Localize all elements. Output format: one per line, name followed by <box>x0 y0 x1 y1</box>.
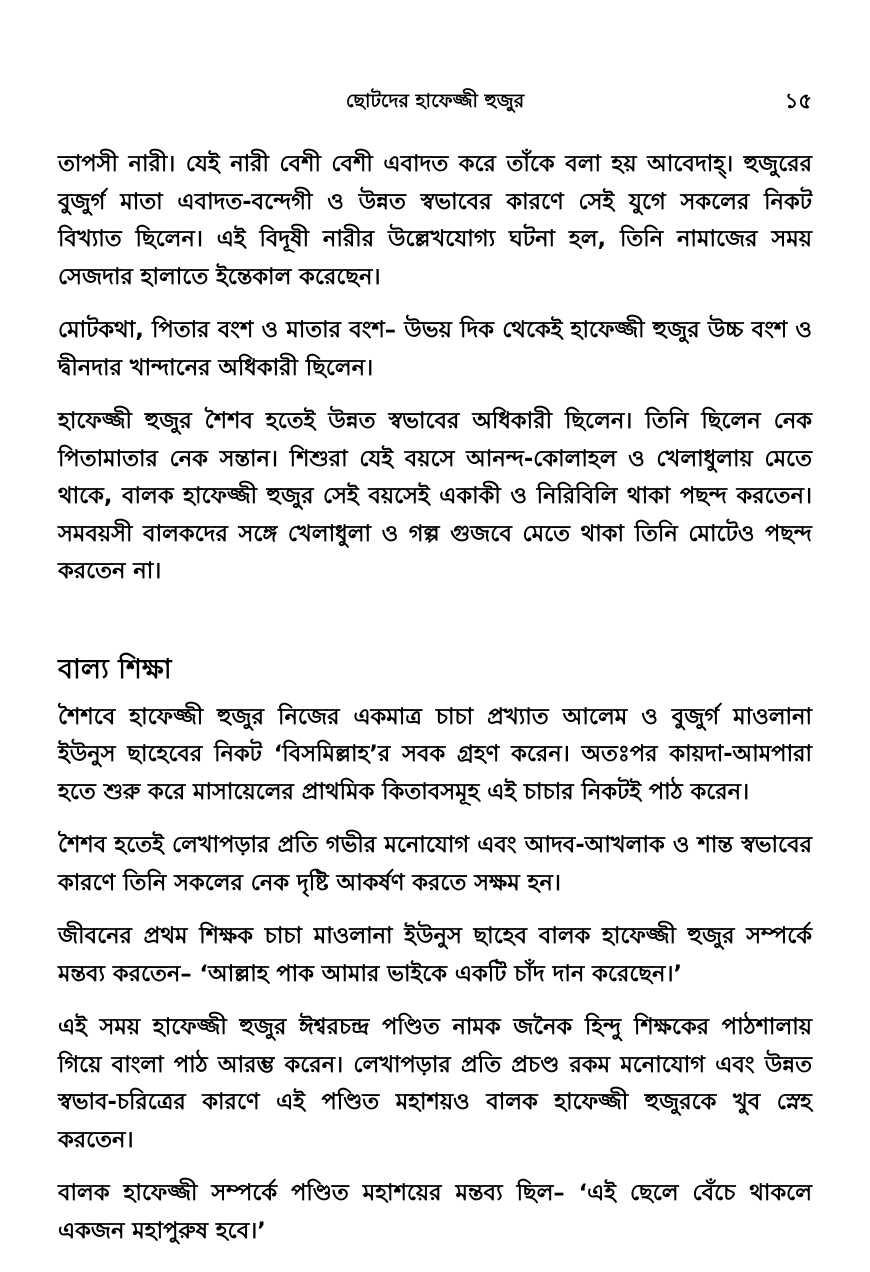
header-title: ছোটদের হাফেজ্জী হুজুর <box>345 90 525 112</box>
paragraph: মোটকথা, পিতার বংশ ও মাতার বংশ– উভয় দিক থেকেই হাফেজ্জী হুজুর উচ্চ বংশ ও দ্বীনদার খান্দানের অধিকারী ছিলেন। <box>58 317 812 381</box>
page-number: ১৫ <box>784 89 812 113</box>
paragraph: তাপসী নারী। যেই নারী বেশী বেশী এবাদত করে তাঁকে বলা হয় আবেদাহ্। হুজুরের বুজুর্গ মাতা এবাদত-বন্দেগী ও উন্নত স্বভাবের কারণে সেই যুগে সকলের নিকট বিখ্যাত ছিলেন। এই বিদূষী নারীর উল্লেখযোগ্য ঘটনা হল, তিনি নামাজের সময় সেজদার হালাতে ইন্তেকাল করেছেন। <box>58 151 812 290</box>
paragraph: বালক হাফেজ্জী সম্পর্কে পণ্ডিত মহাশয়ের মন্তব্য ছিল– ‘এই ছেলে বেঁচে থাকলে একজন মহাপুরুষ হবে।’ <box>58 1180 812 1244</box>
section-heading: বাল্য শিক্ষা <box>58 653 172 685</box>
paragraph: শৈশবে হাফেজ্জী হুজুর নিজের একমাত্র চাচা প্রখ্যাত আলেম ও বুজুর্গ মাওলানা ইউনুস ছাহেবের নিকট ‘বিসমিল্লাহ’র সবক গ্রহণ করেন। অতঃপর কায়দা-আমপারা হতে শুরু করে মাসায়েলের প্রাথমিক কিতাবসমূহ এই চাচার নিকটই পাঠ করেন। <box>58 703 812 805</box>
paragraph: এই সময় হাফেজ্জী হুজুর ঈশ্বরচন্দ্র পণ্ডিত নামক জনৈক হিন্দু শিক্ষকের পাঠশালায় গিয়ে বাংলা পাঠ আরম্ভ করেন। লেখাপড়ার প্রতি প্রচণ্ড রকম মনোযোগ এবং উন্নত স্বভাব-চরিত্রের কারণে এই পণ্ডিত মহাশয়ও বালক হাফেজ্জী হুজুরকে খুব স্নেহ করতেন। <box>58 1014 812 1153</box>
running-header <box>58 86 812 120</box>
paragraph: জীবনের প্রথম শিক্ষক চাচা মাওলানা ইউনুস ছাহেব বালক হাফেজ্জী হুজুর সম্পর্কে মন্তব্য করতেন– ‘আল্লাহ পাক আমার ভাইকে একটি চাঁদ দান করেছেন।’ <box>58 923 812 987</box>
page-body <box>58 146 812 1266</box>
paragraph: শৈশব হতেই লেখাপড়ার প্রতি গভীর মনোযোগ এবং আদব-আখলাক ও শান্ত স্বভাবের কারণে তিনি সকলের নেক দৃষ্টি আকর্ষণ করতে সক্ষম হন। <box>58 832 812 896</box>
paragraph: হাফেজ্জী হুজুর শৈশব হতেই উন্নত স্বভাবের অধিকারী ছিলেন। তিনি ছিলেন নেক পিতামাতার নেক সন্তান। শিশুরা যেই বয়সে আনন্দ-কোলাহল ও খেলাধুলায় মেতে থাকে, বালক হাফেজ্জী হুজুর সেই বয়সেই একাকী ও নিরিবিলি থাকা পছন্দ করতেন। সমবয়সী বালকদের সঙ্গে খেলাধুলা ও গল্প গুজবে মেতে থাকা তিনি মোটেও পছন্দ করতেন না। <box>58 408 812 584</box>
